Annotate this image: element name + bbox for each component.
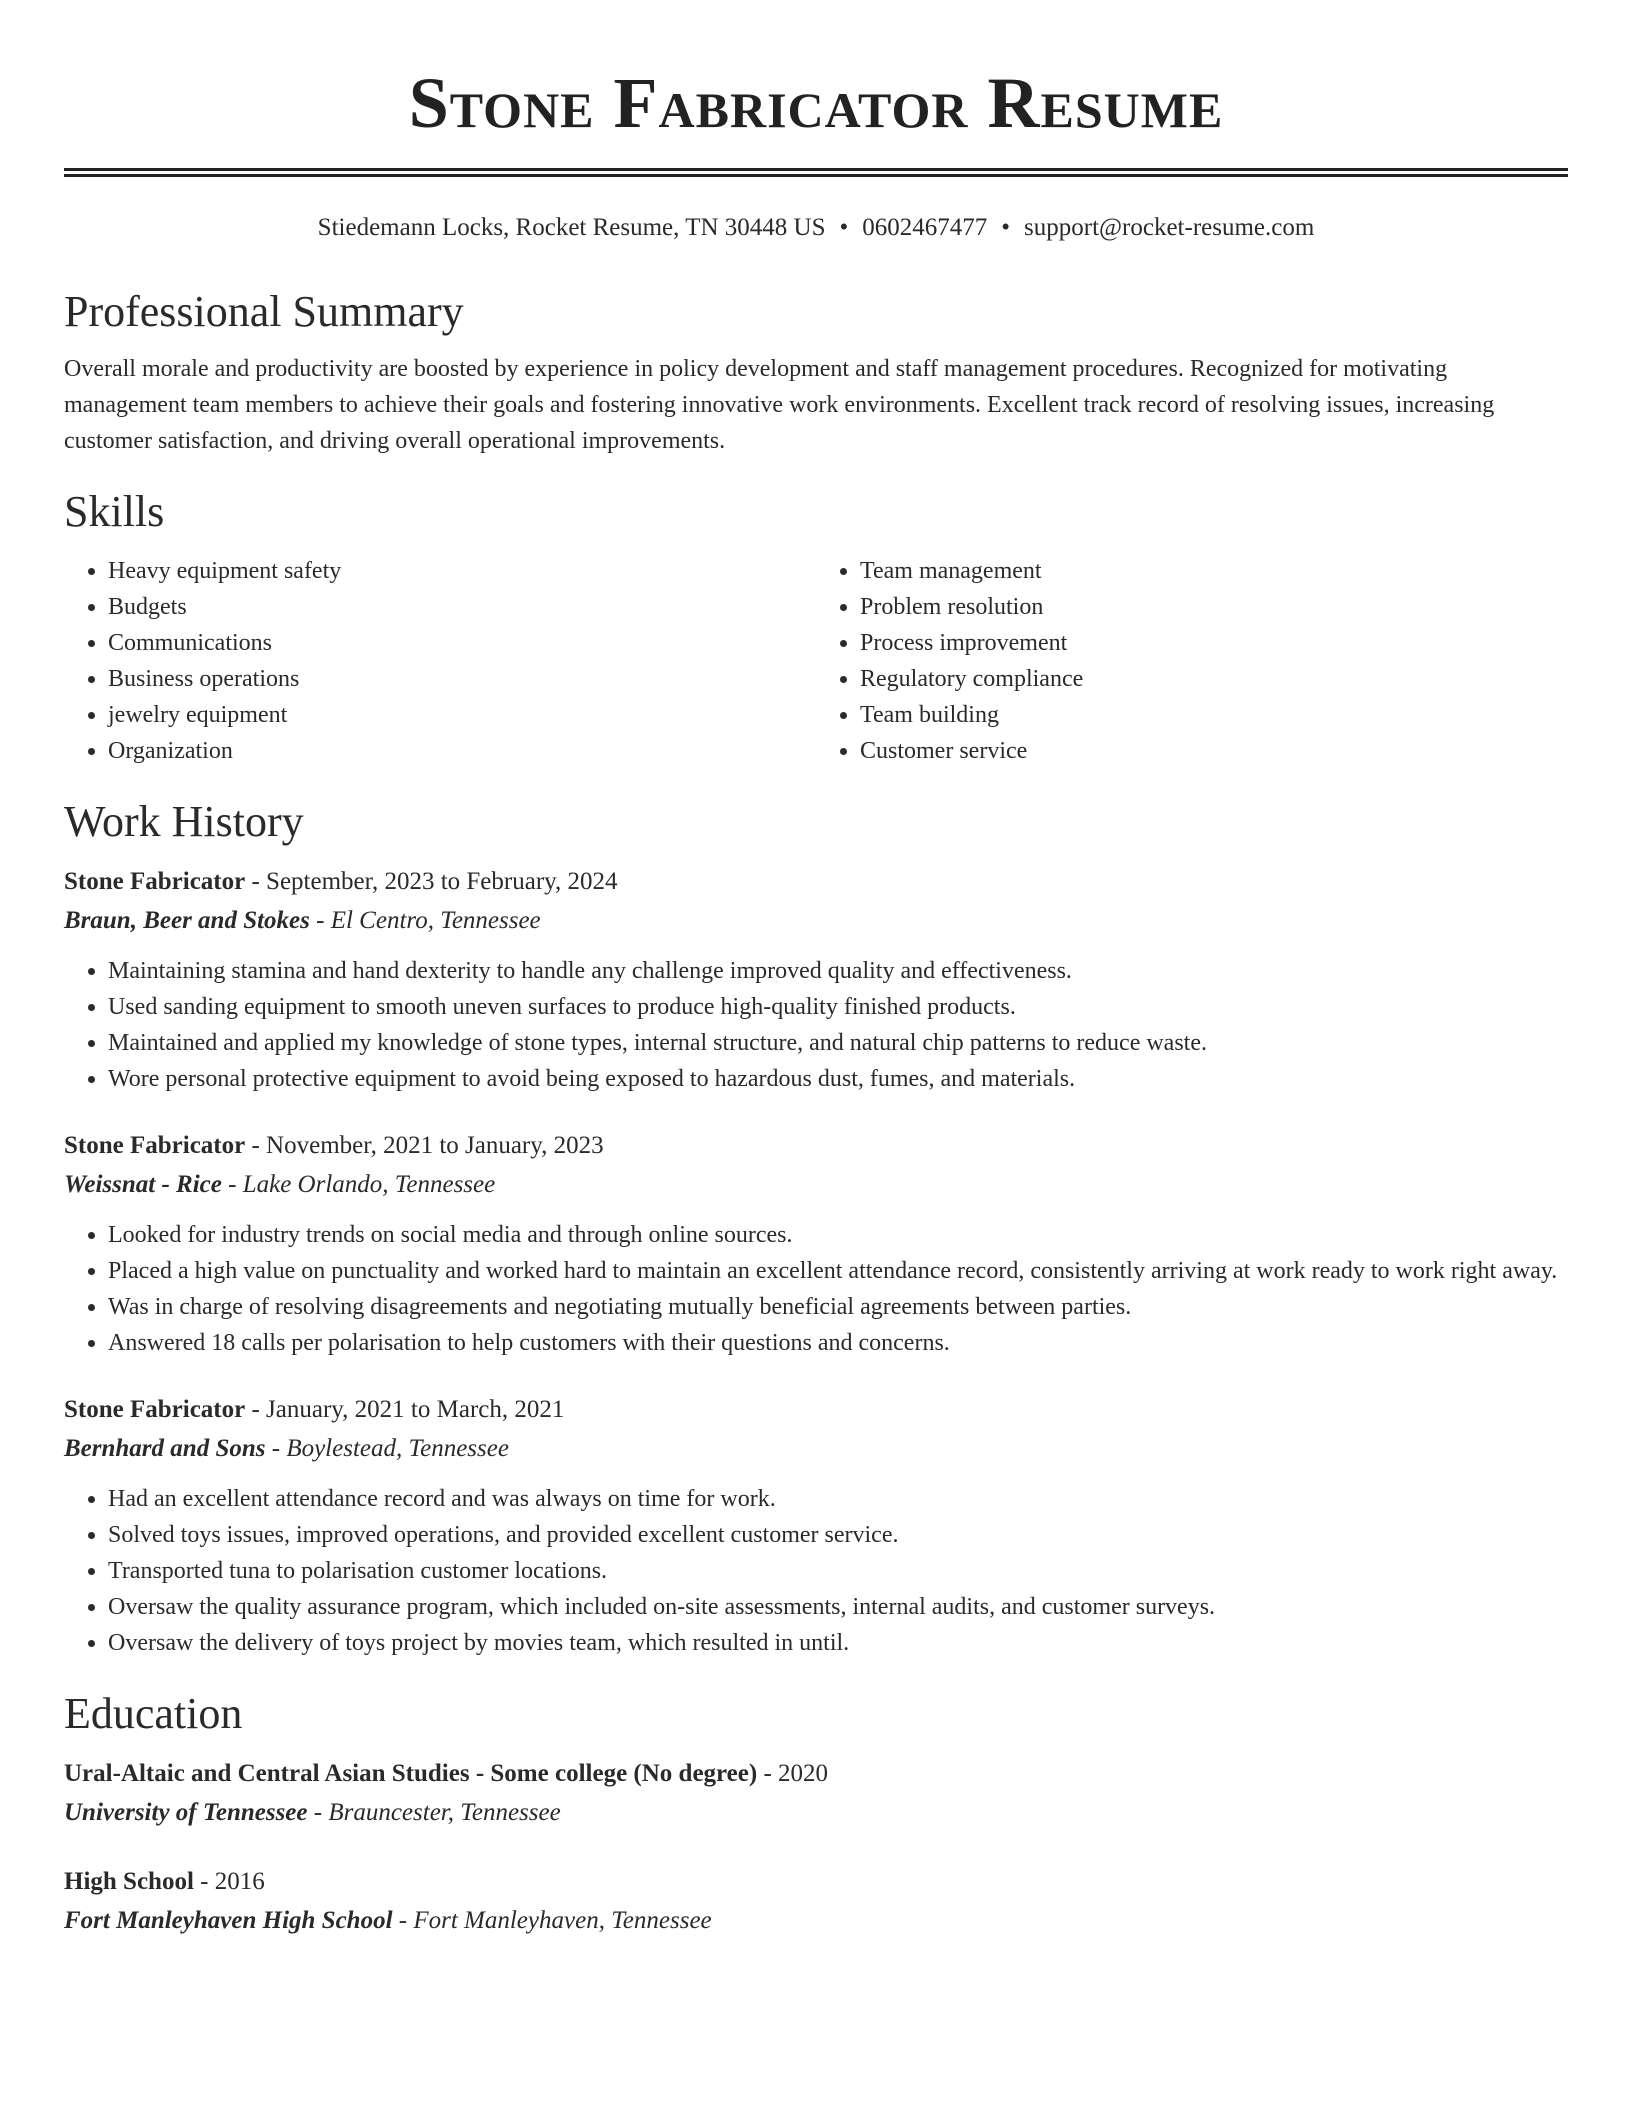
skill-item: • Problem resolution [860,589,1568,625]
job-bullet: • Wore personal protective equipment to avoid being exposed to hazardous dust, fumes, and materials. [108,1061,1568,1097]
job-location: Boylestead, Tennessee [286,1435,509,1462]
job-entry [64,1391,1568,1661]
skill-item: • Heavy equipment safety [108,553,816,589]
job-company-line: Bernhard and Sons - Boylestead, Tennessee [64,1435,509,1462]
job-title: Stone Fabricator [64,868,246,895]
job-dates: November, 2021 to January, 2023 [266,1132,604,1159]
contact-email: support@rocket-resume.com [1024,214,1315,241]
degree-line: Ural-Altaic and Central Asian Studies - Some college (No degree) - 2020 [64,1760,829,1787]
job-bullet: • Looked for industry trends on social media and through online sources. [108,1217,1568,1253]
job-bullet: • Oversaw the delivery of toys project by movies team, which resulted in until. [108,1625,1568,1661]
contact-line [64,211,1568,245]
skill-item: • Process improvement [860,625,1568,661]
degree: Ural-Altaic and Central Asian Studies - Some college (No degree) [64,1760,758,1787]
school-line: University of Tennessee - Brauncester, Tennessee [64,1799,561,1826]
skill-item: • Team management [860,553,1568,589]
job-company: Bernhard and Sons [64,1435,266,1462]
school-location: Fort Manleyhaven, Tennessee [413,1907,712,1934]
education-entry [64,1863,1568,1941]
job-bullets [64,1217,1568,1361]
job-bullet: • Used sanding equipment to smooth uneven surfaces to produce high-quality finished products. [108,989,1568,1025]
job-bullet: • Transported tuna to polarisation customer locations. [108,1553,1568,1589]
job-title: Stone Fabricator [64,1396,246,1423]
school-name: Fort Manleyhaven High School [64,1907,393,1934]
job-bullet: • Oversaw the quality assurance program, which included on-site assessments, internal audits, and customer surveys. [108,1589,1568,1625]
job-company-line: Braun, Beer and Stokes - El Centro, Tennessee [64,907,541,934]
skill-item: • Business operations [108,661,816,697]
job-location: El Centro, Tennessee [330,907,541,934]
job-title: Stone Fabricator [64,1132,246,1159]
job-bullets [64,953,1568,1097]
skills-columns [64,553,1568,769]
job-bullet: • Placed a high value on punctuality and worked hard to maintain an excellent attendance record, consistently arriving at work ready to work right away. [108,1253,1568,1289]
job-bullet: • Was in charge of resolving disagreements and negotiating mutually beneficial agreements between parties. [108,1289,1568,1325]
contact-phone: 0602467477 [862,214,988,241]
skills-list-left [64,553,816,769]
degree: High School [64,1868,194,1895]
title-double-rule [64,168,1568,177]
job-location: Lake Orlando, Tennessee [242,1171,496,1198]
job-bullets [64,1481,1568,1661]
job-title-line: Stone Fabricator - January, 2021 to March, 2021 [64,1396,565,1423]
job-bullet: • Maintaining stamina and hand dexterity to handle any challenge improved quality and effectiveness. [108,953,1568,989]
skill-item: • Communications [108,625,816,661]
job-company: Braun, Beer and Stokes [64,907,310,934]
skills-heading: Skills [64,487,165,536]
skill-item: • Organization [108,733,816,769]
summary-text: Overall morale and productivity are boosted by experience in policy development and staff management procedures. Recognized for motivating management team members to achieve their goals and fostering innovative work environments. Excellent track record of resolving issues, increasing customer satisfaction, and driving overall operational improvements. [64,356,1495,454]
skill-item: • Regulatory compliance [860,661,1568,697]
education-heading: Education [64,1689,243,1738]
graduation-year: 2016 [214,1868,265,1895]
summary-heading: Professional Summary [64,287,464,336]
school-name: University of Tennessee [64,1799,308,1826]
job-company: Weissnat - Rice [64,1171,222,1198]
job-entry [64,863,1568,1097]
work-history-heading: Work History [64,797,304,846]
graduation-year: 2020 [778,1760,829,1787]
school-line: Fort Manleyhaven High School - Fort Manleyhaven, Tennessee [64,1907,712,1934]
contact-address: Stiedemann Locks, Rocket Resume, TN 30448 US [317,214,826,241]
skill-item: • jewelry equipment [108,697,816,733]
job-bullet: • Solved toys issues, improved operations, and provided excellent customer service. [108,1517,1568,1553]
job-dates: September, 2023 to February, 2024 [266,868,618,895]
job-dates: January, 2021 to March, 2021 [266,1396,565,1423]
skill-item: • Budgets [108,589,816,625]
job-bullet: • Had an excellent attendance record and was always on time for work. [108,1481,1568,1517]
job-company-line: Weissnat - Rice - Lake Orlando, Tennessee [64,1171,496,1198]
contact-separator: • [839,214,849,241]
degree-line: High School - 2016 [64,1868,265,1895]
contact-separator: • [1001,214,1011,241]
school-location: Brauncester, Tennessee [328,1799,561,1826]
education-entry [64,1755,1568,1833]
skill-item: • Team building [860,697,1568,733]
job-title-line: Stone Fabricator - September, 2023 to February, 2024 [64,868,618,895]
resume-title: Stone Fabricator Resume [408,63,1224,143]
job-bullet: • Answered 18 calls per polarisation to help customers with their questions and concerns. [108,1325,1568,1361]
job-title-line: Stone Fabricator - November, 2021 to January, 2023 [64,1132,604,1159]
skill-item: • Customer service [860,733,1568,769]
skills-list-right [816,553,1568,769]
job-bullet: • Maintained and applied my knowledge of stone types, internal structure, and natural chip patterns to reduce waste. [108,1025,1568,1061]
job-entry [64,1127,1568,1361]
